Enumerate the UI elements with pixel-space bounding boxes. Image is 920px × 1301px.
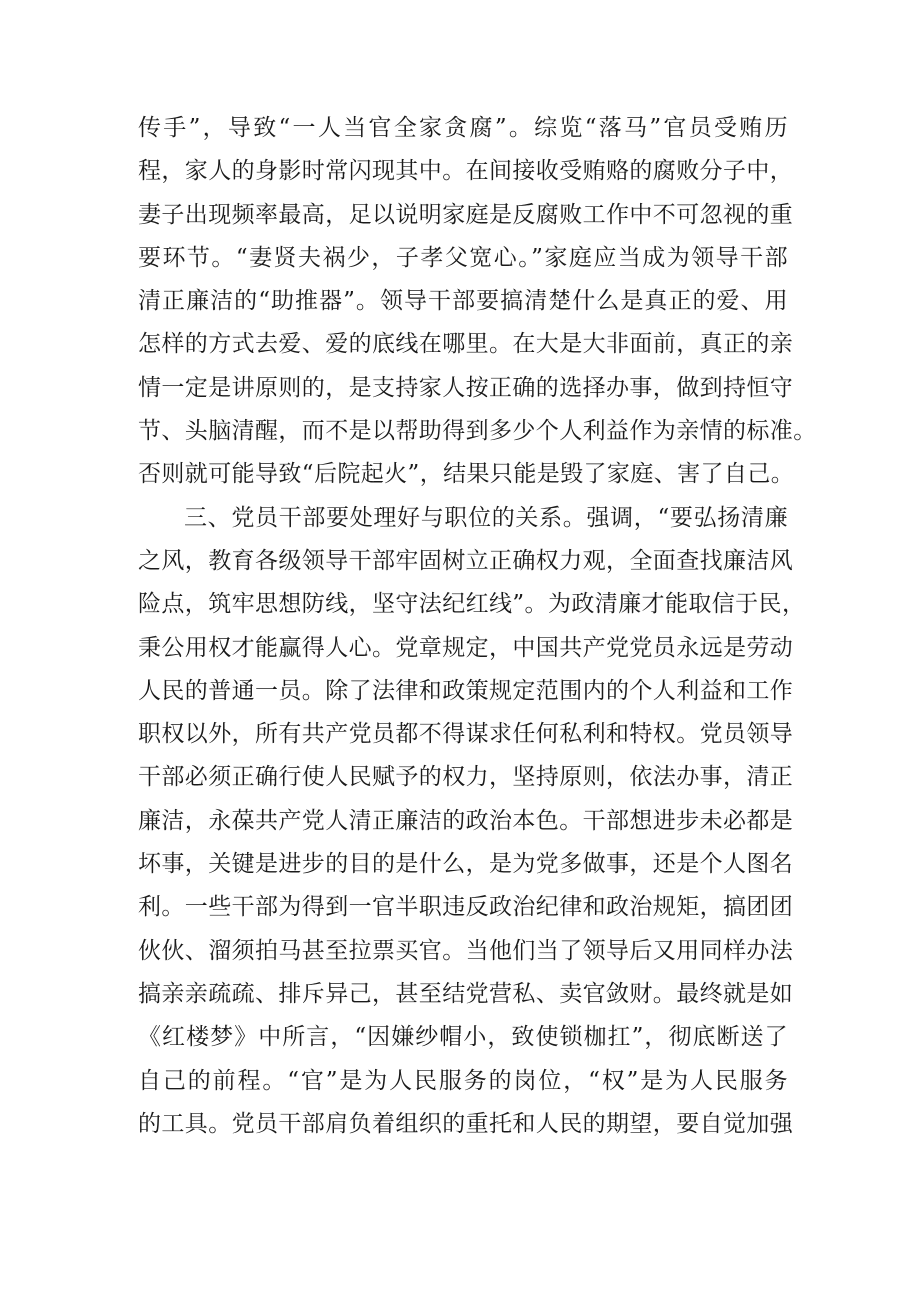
text-line: 人民的普通一员。除了法律和政策规定范围内的个人利益和工作 bbox=[138, 677, 794, 704]
text-line: 之风，教育各级领导干部牢固树立正确权力观，全面查找廉洁风 bbox=[138, 547, 794, 574]
text-line: 的工具。党员干部肩负着组织的重托和人民的期望，要自觉加强 bbox=[138, 1110, 794, 1137]
text-line: 自己的前程。“官”是为人民服务的岗位，“权”是为人民服务 bbox=[138, 1067, 788, 1094]
text-line: 妻子出现频率最高，足以说明家庭是反腐败工作中不可忽视的重 bbox=[138, 201, 794, 228]
paragraph-end-line: 否则就可能导致“后院起火”，结果只能是毁了家庭、害了自己。 bbox=[138, 461, 795, 488]
text-line: 廉洁，永葆共产党人清正廉洁的政治本色。干部想进步未必都是 bbox=[138, 807, 794, 834]
text-line: 险点，筑牢思想防线，坚守法纪红线”。为政清廉才能取信于民， bbox=[138, 591, 806, 618]
text-line: 情一定是讲原则的，是支持家人按正确的选择办事，做到持恒守 bbox=[138, 374, 794, 401]
text-line: 秉公用权才能赢得人心。党章规定，中国共产党党员永远是劳动 bbox=[138, 634, 794, 661]
text-line: 搞亲亲疏疏、排斥异己，甚至结党营私、卖官敛财。最终就是如 bbox=[138, 980, 794, 1007]
text-line: 伙伙、溜须拍马甚至拉票买官。当他们当了领导后又用同样办法 bbox=[138, 937, 794, 964]
text-line: 《红楼梦》中所言，“因嫌纱帽小，致使锁枷扛”，彻底断送了 bbox=[138, 1024, 788, 1051]
text-line: 程，家人的身影时常闪现其中。在间接收受贿赂的腐败分子中， bbox=[138, 158, 794, 185]
text-line: 要环节。“妻贤夫祸少，子孝父宽心。”家庭应当成为领导干部 bbox=[138, 244, 788, 271]
text-line: 清正廉洁的“助推器”。领导干部要搞清楚什么是真正的爱、用 bbox=[138, 288, 788, 315]
text-line: 坏事，关键是进步的目的是什么，是为党多做事，还是个人图名 bbox=[138, 851, 794, 878]
body-text bbox=[138, 107, 817, 1146]
text-line: 节、头脑清醒，而不是以帮助得到多少个人利益作为亲情的标准。 bbox=[138, 418, 817, 445]
section-heading-line: 三、党员干部要处理好与职位的关系。强调，“要弘扬清廉 bbox=[184, 504, 788, 531]
text-line: 怎样的方式去爱、爱的底线在哪里。在大是大非面前，真正的亲 bbox=[138, 331, 794, 358]
text-line: 传手”，导致“一人当官全家贪腐”。综览“落马”官员受贿历 bbox=[138, 115, 788, 141]
text-line: 干部必须正确行使人民赋予的权力，坚持原则，依法办事，清正 bbox=[138, 764, 794, 791]
text-line: 职权以外，所有共产党员都不得谋求任何私利和特权。党员领导 bbox=[138, 721, 794, 748]
text-line: 利。一些干部为得到一官半职违反政治纪律和政治规矩，搞团团 bbox=[138, 894, 794, 921]
